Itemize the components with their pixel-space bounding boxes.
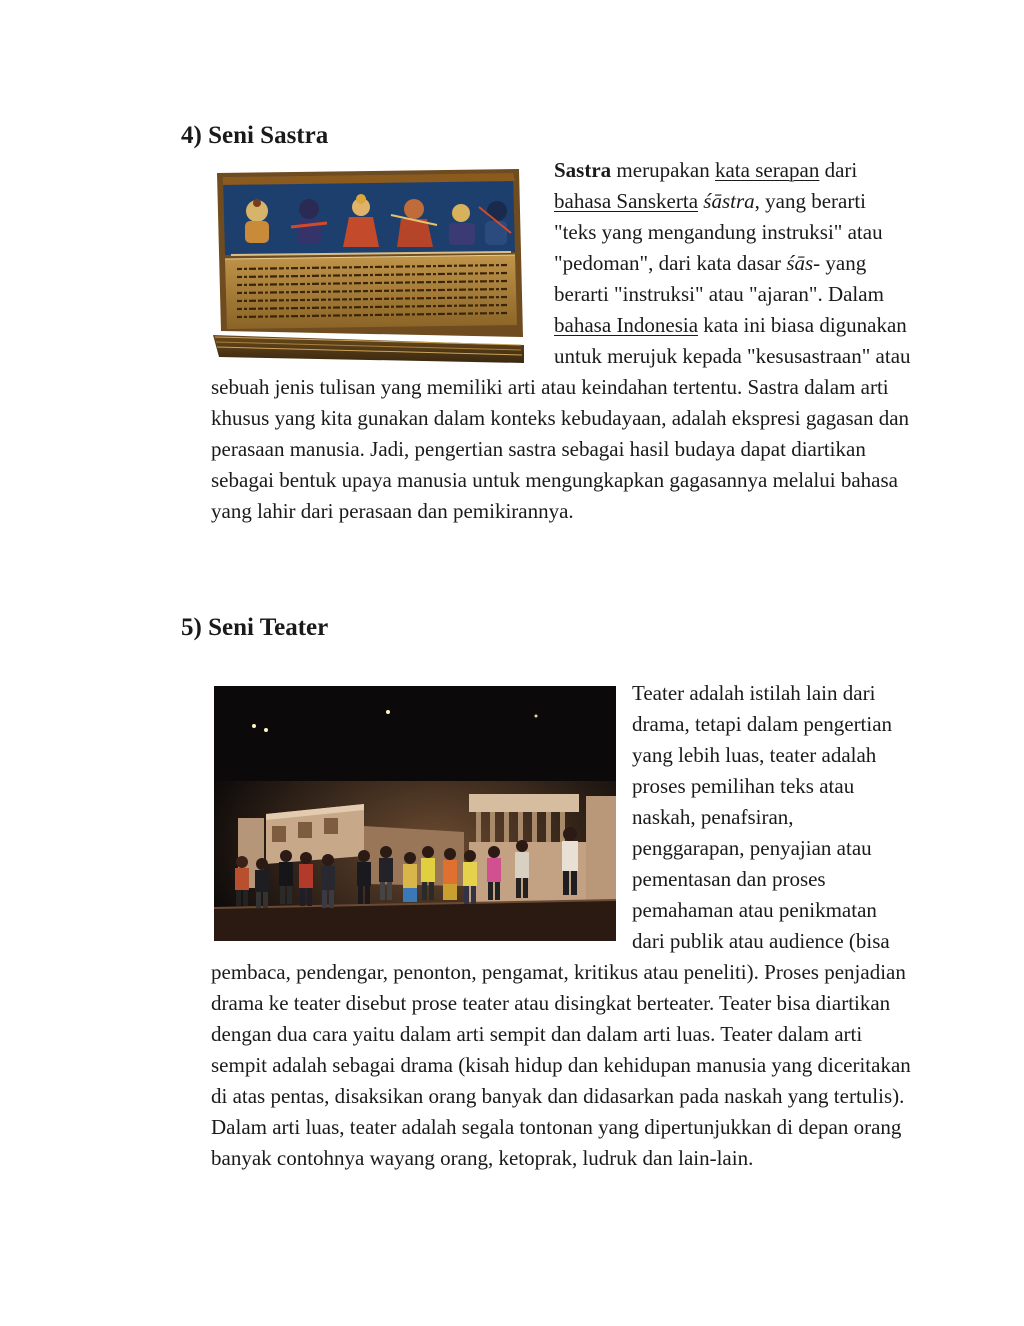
text-run: merupakan <box>611 158 715 182</box>
section-4-body <box>211 155 911 527</box>
text-run: , yang berarti "teks yang mengandung instruksi" atau "pedoman", dari kata dasar <box>554 189 883 275</box>
section-5-heading: 5) Seni Teater <box>181 614 329 641</box>
manuscript-image <box>211 167 524 365</box>
term-sastra-bold: Sastra <box>554 158 612 182</box>
section-5-paragraph: Teater adalah istilah lain dari drama, tetapi dalam pengertian yang lebih luas, teater adalah proses pemilihan teks atau naskah, penafsiran, penggarapan, penyajian atau pementasan dan proses pemahaman atau penikmatan dari publik atau audience (bisa pembaca, pendengar, penonton, pengamat, kritikus atau peneliti). Proses penjadian drama ke teater disebut prose teater atau disingkat berteater. Teater bisa diartikan dengan dua cara yaitu dalam arti sempit dan dalam arti luas. Teater dalam arti sempit adalah sebagai drama (kisah hidup dan kehidupan manusia yang diceritakan di atas pentas, disaksikan orang banyak dan didasarkan pada naskah yang tertulis). Dalam arti luas, teater adalah segala tontonan yang dipertunjukkan di depan orang banyak contohnya wayang orang, ketoprak, ludruk dan lain-lain. <box>211 681 911 1170</box>
text-run: dari <box>819 158 858 182</box>
term-sas-italic: śās- <box>786 251 821 275</box>
link-bahasa-indonesia[interactable]: bahasa Indonesia <box>554 313 699 337</box>
text-run: yang berarti "instruksi" atau "ajaran". Dalam <box>554 251 884 306</box>
section-4-heading: 4) Seni Sastra <box>181 122 329 149</box>
term-sastra-italic: śāstra <box>703 189 755 213</box>
link-kata-serapan[interactable]: kata serapan <box>714 158 820 182</box>
link-bahasa-sanskerta[interactable]: bahasa Sanskerta <box>554 189 699 213</box>
text-run: kata ini biasa digunakan untuk merujuk kepada "kesusastraan" atau sebuah jenis tulisan yang memiliki arti atau keindahan tertentu. Sastra dalam arti khusus yang kita gunakan dalam konteks kebudayaan, adalah ekspresi gagasan dan perasaan manusia. Jadi, pengertian sastra sebagai hasil budaya dapat diartikan sebagai bentuk upaya manusia untuk mengungkapkan gagasannya melalui bahasa yang lahir dari perasaan dan pemikirannya. <box>211 313 911 523</box>
section-5-body <box>211 678 911 1174</box>
theatre-stage-photo <box>214 686 616 941</box>
